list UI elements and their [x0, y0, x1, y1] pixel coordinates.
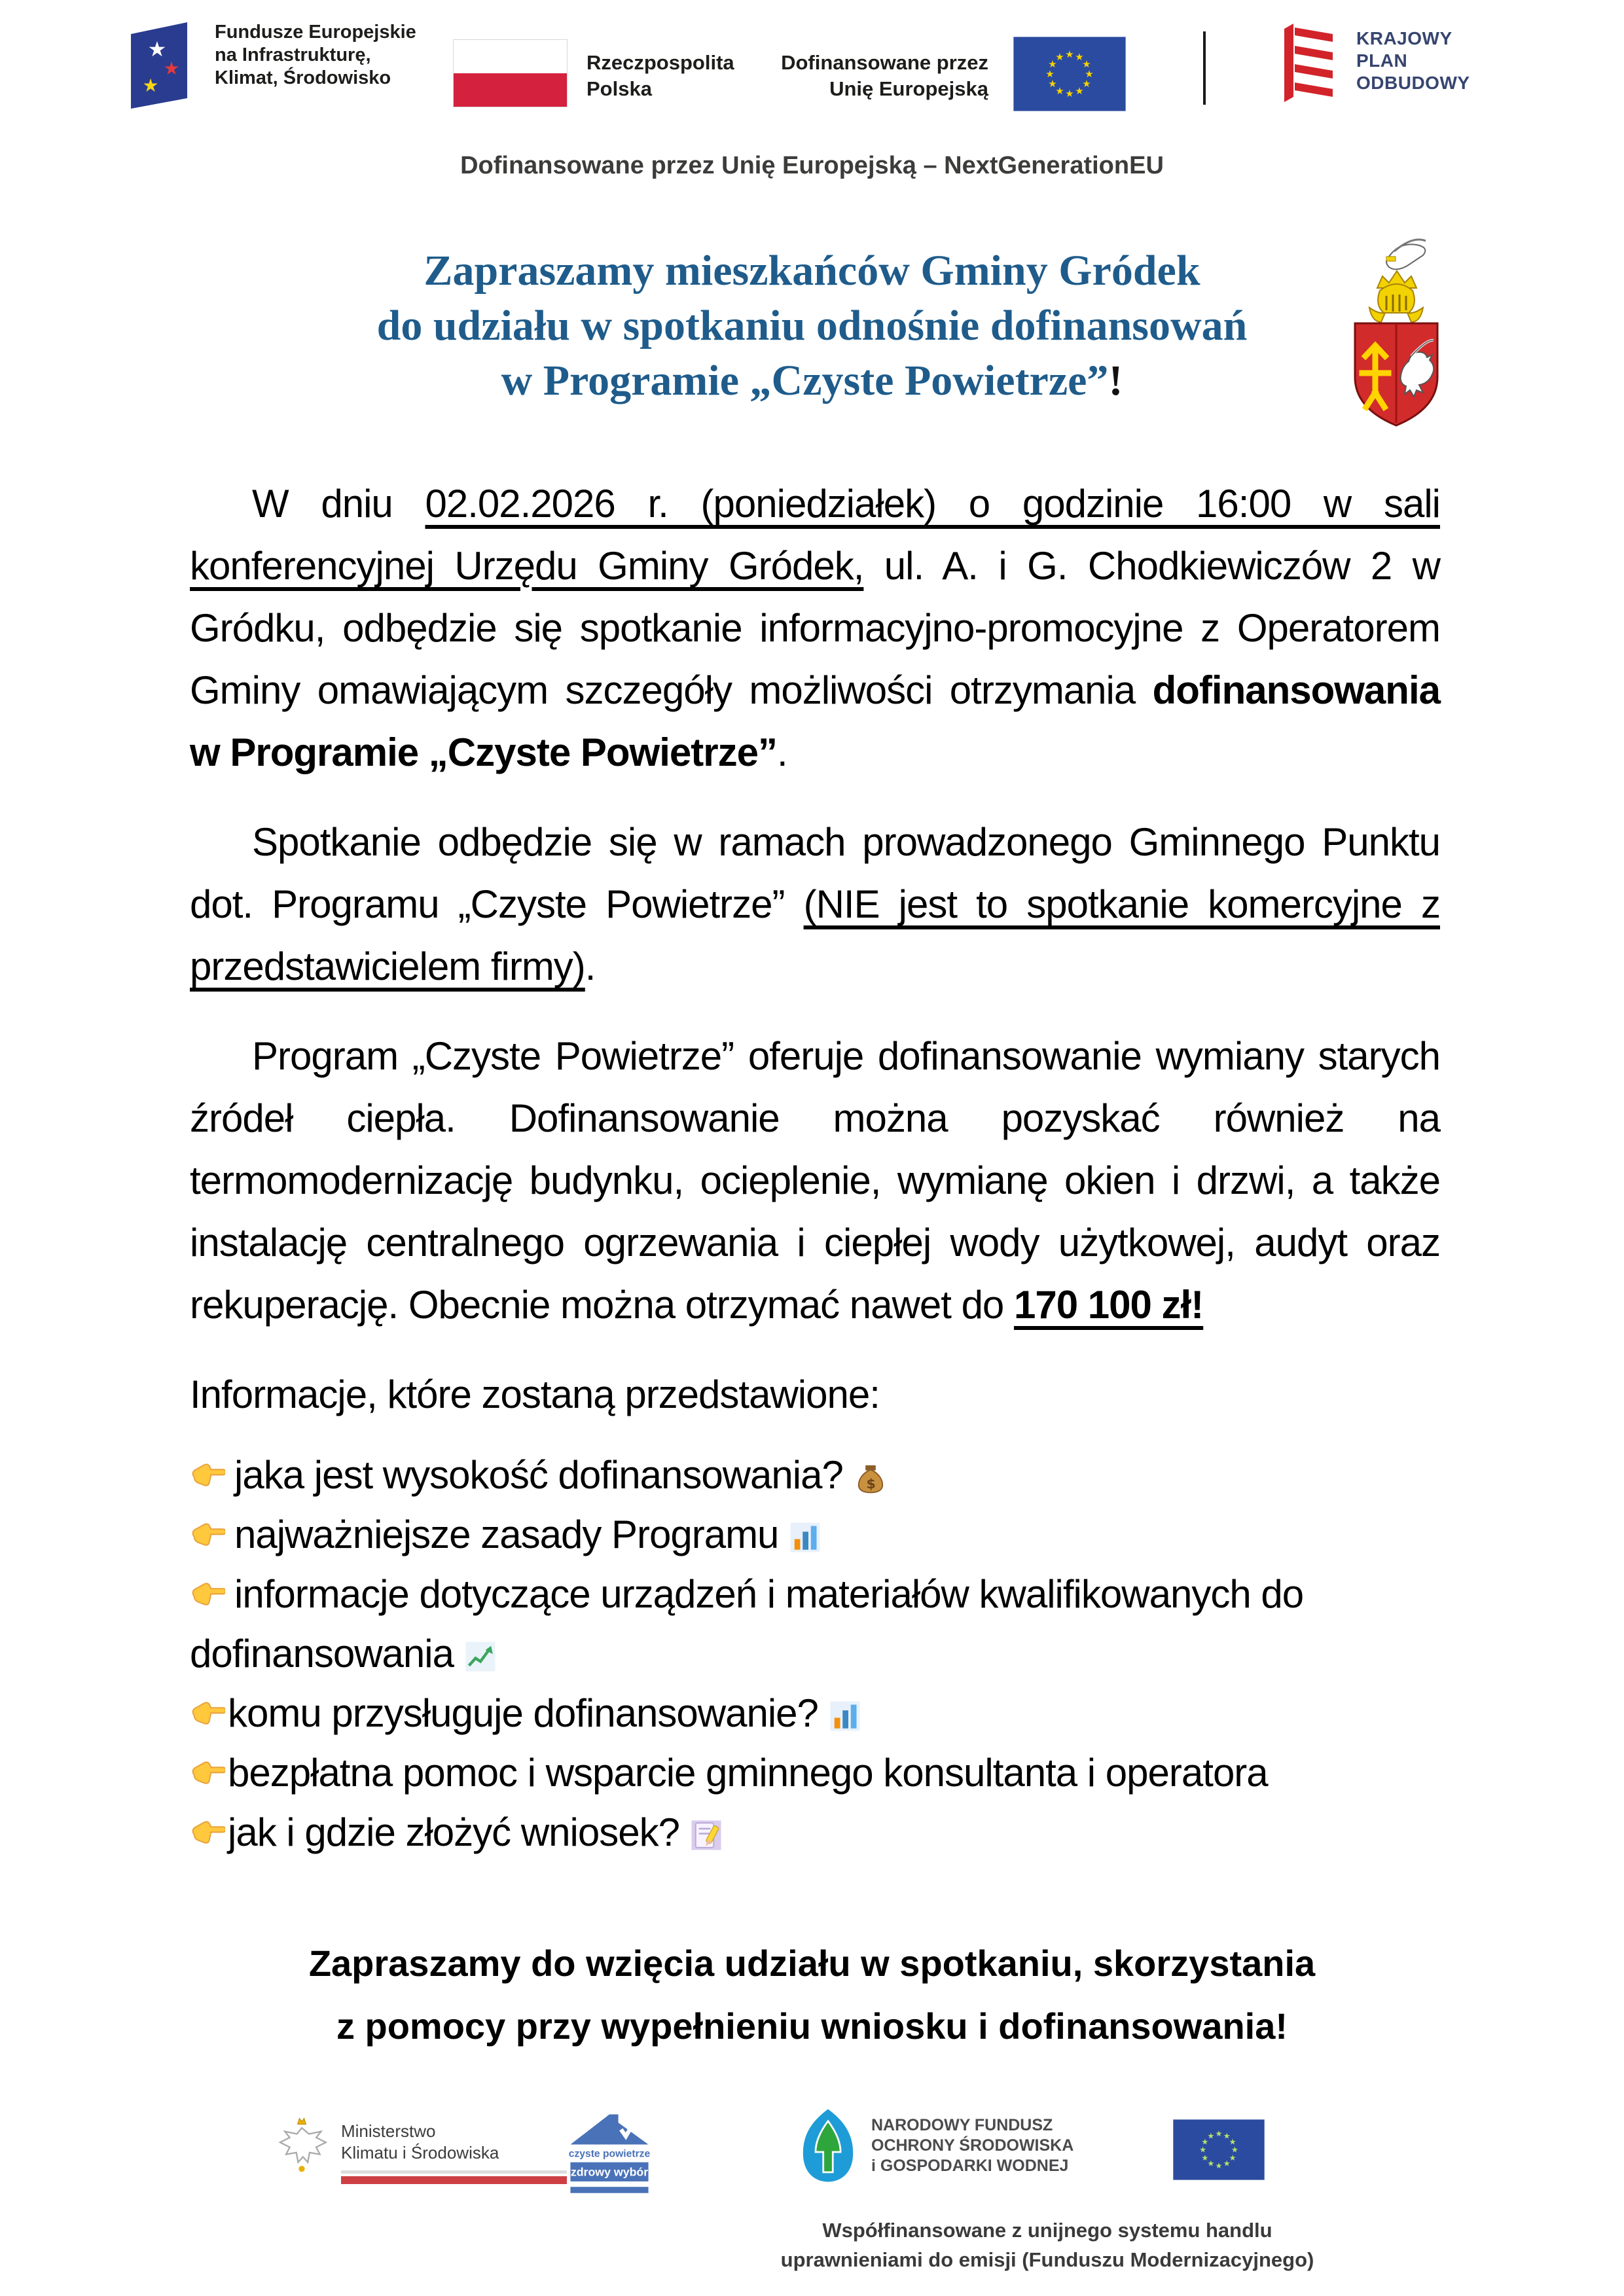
title-line2: do udziału w spotkaniu odnośnie dofinansowań: [376, 302, 1248, 350]
nfos-line3: i GOSPODARKI WODNEJ: [871, 2156, 1069, 2175]
svg-text:★: ★: [1231, 2145, 1238, 2155]
eu-flag-icon: [1013, 37, 1126, 115]
paragraph-2: Spotkanie odbędzie się w ramach prowadzonego Gminnego Punktu dot. Programu „Czyste Powietrze” (NIE jest to spotkanie komercyjne z przedstawicielem firmy).: [190, 820, 1440, 988]
p3-amount: 170 100 zł!: [1013, 1283, 1204, 1327]
header-divider: [1203, 31, 1206, 105]
gmina-grodek-coat-of-arms: [1343, 237, 1448, 437]
svg-text:★: ★: [1048, 58, 1057, 70]
svg-text:★: ★: [1085, 68, 1094, 80]
svg-text:★: ★: [1229, 2137, 1236, 2147]
pointing-finger-icon: [190, 1459, 225, 1494]
list-item: [190, 1564, 1440, 1683]
p1-bold: dofinansowania w Programie „Czyste Powietrze”: [190, 668, 1440, 774]
svg-text:★: ★: [142, 75, 159, 96]
eu-funds-flag-icon: [124, 18, 202, 109]
svg-text:★: ★: [1201, 2153, 1209, 2162]
kpo-logo: [1275, 24, 1341, 105]
kpo-line1: KRAJOWY: [1356, 28, 1453, 48]
ministry-label: [341, 2109, 567, 2184]
bar-chart-icon: [789, 1521, 821, 1554]
poland-line2: Polska: [586, 77, 652, 100]
list-item: [190, 1505, 1440, 1564]
poland-line1: Rzeczpospolita: [586, 51, 734, 74]
czyste-line2: zdrowy wybór: [570, 2165, 649, 2179]
kpo-line2: PLAN: [1356, 50, 1408, 71]
cofinance-line2: uprawnieniami do emisji (Funduszu Modernizacyjnego): [780, 2248, 1314, 2271]
title-line3: w Programie „Czyste Powietrze”!: [501, 357, 1123, 404]
ministry-logo: [272, 2109, 567, 2184]
cofinance-note: [713, 2215, 1381, 2274]
svg-text:★: ★: [1055, 85, 1064, 97]
bullet-text: jaka jest wysokość dofinansowania?: [234, 1453, 843, 1497]
bullet-text: komu przysługuje dofinansowanie?: [228, 1691, 818, 1735]
svg-text:★: ★: [1199, 2145, 1207, 2155]
p1-underlined: 02.02.2026 r. (poniedziałek) o godzinie 16:00 w sali konferencyjnej Urzędu Gminy Gródek,: [190, 482, 1440, 588]
fe-line3: Klimat, Środowisko: [215, 67, 391, 88]
svg-text:★: ★: [1075, 51, 1084, 63]
paragraph-1: W dniu 02.02.2026 r. (poniedziałek) o godzinie 16:00 w sali konferencyjnej Urzędu Gminy Gródek, ul. A. i G. Chodkiewiczów 2 w Gródku, odbędzie się spotkanie informacyjno-promocyjne z Operatorem Gminy omawiającym szczegóły możliwości otrzymania dofinansowania w Programie „Czyste Powietrze”.: [190, 482, 1440, 774]
memo-pencil-icon: [690, 1819, 723, 1852]
svg-text:★: ★: [1045, 68, 1055, 80]
pointing-finger-icon: [190, 1578, 225, 1613]
svg-text:★: ★: [1065, 88, 1074, 99]
closing-invitation: [0, 1932, 1624, 2058]
svg-text:★: ★: [1201, 2137, 1209, 2147]
bullet-text: najważniejsze zasady Programu: [234, 1513, 779, 1556]
eu-funds-logo-text: [215, 21, 416, 90]
closing-line2: z pomocy przy wypełnieniu wniosku i dofinansowania!: [336, 2005, 1288, 2047]
header-subtitle: Dofinansowane przez Unię Europejską – NextGenerationEU: [460, 152, 1164, 179]
svg-text:★: ★: [1082, 58, 1091, 70]
svg-text:★: ★: [147, 37, 167, 62]
bullet-text: bezpłatna pomoc i wsparcie gminnego konsultanta i operatora: [228, 1751, 1268, 1795]
czyste-powietrze-logo: [558, 2106, 661, 2201]
kpo-icon: [1275, 24, 1341, 102]
kpo-label: [1356, 27, 1470, 94]
ministry-line2: Klimatu i Środowiska: [341, 2143, 499, 2162]
svg-text:★: ★: [1207, 2159, 1215, 2168]
svg-text:★: ★: [1055, 51, 1064, 63]
nfos-line2: OCHRONY ŚRODOWISKA: [871, 2136, 1074, 2155]
paragraph-3: Program „Czyste Powietrze” oferuje dofinansowanie wymiany starych źródeł ciepła. Dofinansowanie można pozyskać również na termomodernizację budynku, ocieplenie, wymianę okien i drzwi, a także instalację centralnego ogrzewania i ciepłej wody użytkowej, audyt oraz rekuperację. Obecnie można otrzymać nawet do 170 100 zł!: [190, 1034, 1440, 1327]
pointing-finger-icon: [190, 1518, 225, 1554]
money-bag-icon: [854, 1460, 888, 1494]
pointing-finger-icon: [190, 1816, 225, 1852]
info-intro: Informacje, które zostaną przedstawione:: [190, 1372, 880, 1416]
nfos-tree-icon: [795, 2106, 861, 2185]
eu-funding-line1: Dofinansowane przez: [781, 51, 988, 74]
pointing-finger-icon: [190, 1697, 225, 1732]
list-item: [190, 1743, 1440, 1803]
p2-underlined: (NIE jest to spotkanie komercyjne z przedstawicielem firmy): [190, 882, 1440, 988]
svg-text:$: $: [866, 1475, 875, 1492]
svg-text:★: ★: [1223, 2159, 1231, 2168]
eu-funds-logo: [124, 18, 202, 112]
svg-text:★: ★: [1082, 78, 1091, 90]
ministry-line1: Ministerstwo: [341, 2121, 436, 2141]
title-line1: Zapraszamy mieszkańców Gminy Gródek: [424, 247, 1200, 295]
fe-line2: na Infrastrukturę,: [215, 45, 371, 65]
kpo-line3: ODBUDOWY: [1356, 73, 1470, 93]
eu-funding-label: [753, 50, 988, 102]
pointing-finger-icon: [190, 1757, 225, 1792]
svg-text:★: ★: [1229, 2153, 1236, 2162]
poland-label: [586, 50, 734, 102]
svg-text:★: ★: [1215, 2129, 1223, 2139]
closing-line1: Zapraszamy do wzięcia udziału w spotkaniu, skorzystania: [308, 1943, 1316, 1984]
eagle-icon: [272, 2109, 332, 2179]
svg-text:★: ★: [163, 58, 180, 79]
eu-funding-line2: Unię Europejską: [829, 77, 988, 100]
list-item: [190, 1803, 1440, 1862]
cofinance-line1: Współfinansowane z unijnego systemu handlu: [822, 2219, 1272, 2242]
list-item: [190, 1445, 1440, 1505]
body-text: [190, 473, 1440, 1862]
nfosigw-logo: [795, 2106, 1074, 2185]
poland-flag-icon: [453, 39, 568, 107]
bar-chart-icon: [829, 1700, 861, 1732]
svg-text:★: ★: [1207, 2131, 1215, 2141]
list-item: [190, 1683, 1440, 1743]
bullet-text: informacje dotyczące urządzeń i materiałów kwalifikowanych do dofinansowania: [190, 1572, 1304, 1676]
ministry-stripe-gray: [341, 2170, 567, 2174]
svg-text:★: ★: [1075, 85, 1084, 97]
nfos-label: [871, 2115, 1074, 2176]
eu-flag-footer-icon: [1173, 2119, 1265, 2183]
bullet-text: jak i gdzie złożyć wniosek?: [228, 1810, 679, 1854]
title-exclamation: !: [1108, 357, 1123, 404]
ministry-stripe-red: [341, 2176, 567, 2184]
svg-text:★: ★: [1048, 78, 1057, 90]
czyste-line1: czyste powietrze: [568, 2148, 651, 2160]
svg-text:★: ★: [1215, 2161, 1223, 2170]
svg-text:★: ★: [1223, 2131, 1231, 2141]
fe-line1: Fundusze Europejskie: [215, 22, 416, 43]
svg-text:★: ★: [1065, 48, 1074, 60]
chart-up-icon: [464, 1640, 497, 1673]
nfos-line1: NARODOWY FUNDUSZ: [871, 2115, 1053, 2134]
